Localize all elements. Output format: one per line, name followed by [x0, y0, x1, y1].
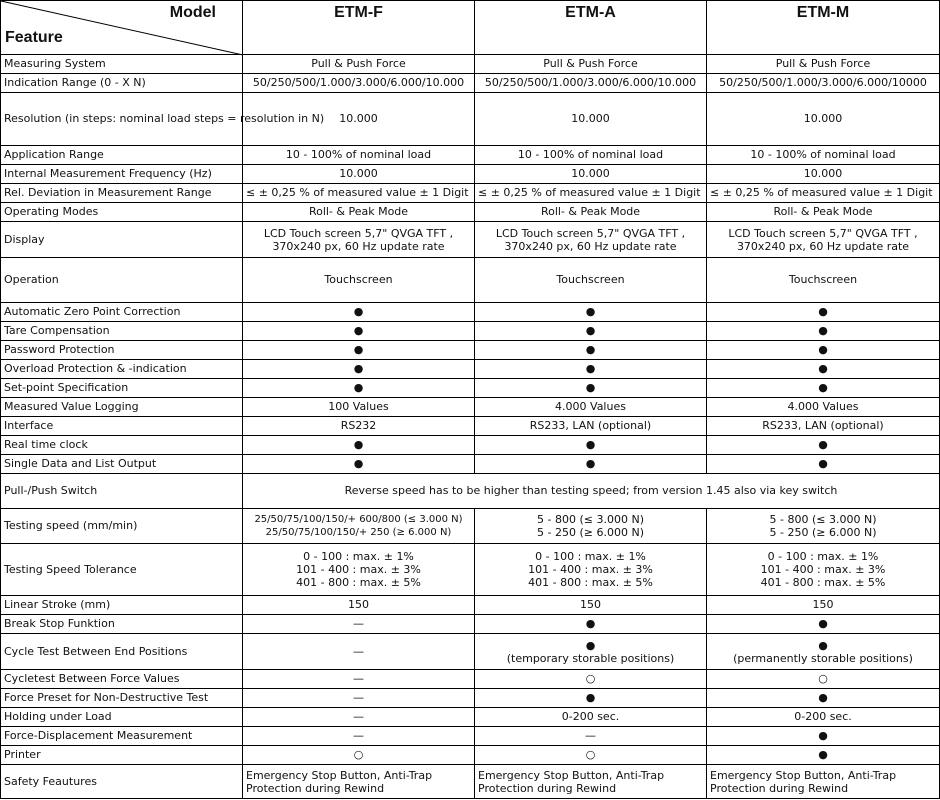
etm-f-value [243, 222, 475, 258]
included-dot: ● [707, 436, 940, 455]
etm-m-value [707, 765, 940, 799]
optional-circle: ○ [243, 746, 475, 765]
table-row [1, 615, 940, 634]
safety-line: Protection during Rewind [710, 781, 849, 795]
header-row [1, 1, 940, 55]
etm-f-value: Touchscreen [243, 258, 475, 303]
included-dot: ● [707, 379, 940, 398]
table-row [1, 634, 940, 670]
speed-line: 5 - 250 (≥ 6.000 N) [537, 526, 644, 539]
included-dot: ● [475, 360, 707, 379]
shared-value: Reverse speed has to be higher than testing speed; from version 1.45 also via key switch [243, 474, 940, 509]
included-dot: ● [475, 689, 707, 708]
feature-label: Testing Speed Tolerance [1, 544, 243, 596]
etm-a-value [475, 634, 707, 670]
feature-label: Internal Measurement Frequency (Hz) [1, 165, 243, 184]
table-row [1, 341, 940, 360]
included-dot: ● [707, 455, 940, 474]
not-available-dash: — [243, 727, 475, 746]
etm-f-value: 100 Values [243, 398, 475, 417]
etm-a-value: 0-200 sec. [475, 708, 707, 727]
tolerance-line: 101 - 400 : max. ± 3% [760, 563, 886, 576]
included-dot: ● [475, 379, 707, 398]
table-row [1, 93, 940, 146]
model-header-label: Model [169, 4, 216, 21]
header-corner-cell [1, 1, 243, 55]
etm-f-value: 10 - 100% of nominal load [243, 146, 475, 165]
display-line: LCD Touch screen 5,7" QVGA TFT , [728, 226, 918, 240]
feature-label: Cycletest Between Force Values [1, 670, 243, 689]
table-row [1, 74, 940, 93]
etm-m-value [707, 634, 940, 670]
etm-f-value [243, 544, 475, 596]
speed-line: 25/50/75/100/150/+ 600/800 (≤ 3.000 N) [254, 514, 463, 525]
feature-label: Rel. Deviation in Measurement Range [1, 184, 243, 203]
etm-a-value [475, 765, 707, 799]
feature-label: Safety Feautures [1, 765, 243, 799]
included-dot: ● [707, 727, 940, 746]
included-dot: ● [707, 746, 940, 765]
cycle-note: (permanently storable positions) [733, 651, 913, 665]
tolerance-line: 101 - 400 : max. ± 3% [296, 563, 421, 576]
feature-label: Break Stop Funktion [1, 615, 243, 634]
safety-line: Protection during Rewind [478, 781, 617, 795]
table-row [1, 203, 940, 222]
etm-a-value: Roll- & Peak Mode [475, 203, 707, 222]
etm-m-value: 4.000 Values [707, 398, 940, 417]
etm-m-value: 10.000 [707, 165, 940, 184]
feature-label: Measuring System [1, 55, 243, 74]
etm-a-value: Touchscreen [475, 258, 707, 303]
etm-f-value [243, 509, 475, 544]
feature-label: Holding under Load [1, 708, 243, 727]
feature-label: Application Range [1, 146, 243, 165]
table-row [1, 258, 940, 303]
etm-f-value: ≤ ± 0,25 % of measured value ± 1 Digit [243, 184, 475, 203]
etm-m-value: ≤ ± 0,25 % of measured value ± 1 Digit [707, 184, 940, 203]
included-dot: ● [243, 436, 475, 455]
table-row [1, 222, 940, 258]
included-dot: ● [243, 341, 475, 360]
etm-a-value: 10.000 [475, 93, 707, 146]
included-dot: ● [475, 341, 707, 360]
optional-circle: ○ [475, 746, 707, 765]
not-available-dash: — [243, 708, 475, 727]
etm-f-value: Pull & Push Force [243, 55, 475, 74]
table-row [1, 455, 940, 474]
etm-a-value [475, 544, 707, 596]
etm-a-value: 10.000 [475, 165, 707, 184]
tolerance-line: 401 - 800 : max. ± 5% [296, 576, 421, 589]
etm-f-value: 10.000 [243, 93, 475, 146]
etm-a-value [475, 509, 707, 544]
etm-m-value: Pull & Push Force [707, 55, 940, 74]
display-line: 370x240 px, 60 Hz update rate [504, 239, 677, 253]
table-row [1, 322, 940, 341]
table-row [1, 474, 940, 509]
etm-m-value: 0-200 sec. [707, 708, 940, 727]
etm-m-value: 150 [707, 596, 940, 615]
etm-m-value [707, 544, 940, 596]
safety-line: Emergency Stop Button, Anti-Trap [246, 768, 433, 782]
table-row [1, 708, 940, 727]
etm-f-value: RS232 [243, 417, 475, 436]
feature-label: Tare Compensation [1, 322, 243, 341]
table-row [1, 689, 940, 708]
tolerance-line: 0 - 100 : max. ± 1% [535, 550, 646, 563]
etm-a-value: 150 [475, 596, 707, 615]
feature-label: Single Data and List Output [1, 455, 243, 474]
table-row [1, 670, 940, 689]
table-row [1, 379, 940, 398]
included-dot: ● [475, 303, 707, 322]
feature-label: Password Protection [1, 341, 243, 360]
safety-line: Protection during Rewind [246, 781, 385, 795]
display-line: LCD Touch screen 5,7" QVGA TFT , [263, 226, 454, 240]
feature-label: Interface [1, 417, 243, 436]
etm-m-value [707, 509, 940, 544]
tolerance-line: 401 - 800 : max. ± 5% [760, 576, 886, 589]
optional-circle: ○ [707, 670, 940, 689]
included-dot: ● [818, 638, 828, 652]
included-dot: ● [475, 455, 707, 474]
etm-m-value: RS233, LAN (optional) [707, 417, 940, 436]
table-row [1, 165, 940, 184]
tolerance-line: 401 - 800 : max. ± 5% [528, 576, 653, 589]
table-row [1, 765, 940, 799]
not-available-dash: — [243, 689, 475, 708]
included-dot: ● [475, 615, 707, 634]
included-dot: ● [707, 360, 940, 379]
included-dot: ● [707, 689, 940, 708]
etm-f-value: 150 [243, 596, 475, 615]
not-available-dash: — [243, 615, 475, 634]
etm-f-value: 10.000 [243, 165, 475, 184]
etm-m-value: Roll- & Peak Mode [707, 203, 940, 222]
feature-label: Resolution (in steps: nominal load steps = resolution in N) [1, 93, 243, 146]
feature-label: Automatic Zero Point Correction [1, 303, 243, 322]
table-row [1, 184, 940, 203]
etm-m-value: Touchscreen [707, 258, 940, 303]
etm-a-value: 10 - 100% of nominal load [475, 146, 707, 165]
not-available-dash: — [243, 670, 475, 689]
speed-line: 25/50/75/100/150/+ 250 (≥ 6.000 N) [265, 527, 452, 538]
model-etm-m-header: ETM-M [707, 1, 940, 55]
feature-label: Real time clock [1, 436, 243, 455]
etm-a-value: RS233, LAN (optional) [475, 417, 707, 436]
table-row [1, 303, 940, 322]
safety-line: Emergency Stop Button, Anti-Trap [710, 768, 897, 782]
etm-m-value: 50/250/500/1.000/3.000/6.000/10000 [707, 74, 940, 93]
included-dot: ● [707, 615, 940, 634]
display-line: 370x240 px, 60 Hz update rate [272, 239, 445, 253]
etm-f-value [243, 765, 475, 799]
etm-f-value: 50/250/500/1.000/3.000/6.000/10.000 [243, 74, 475, 93]
included-dot: ● [475, 322, 707, 341]
feature-label: Linear Stroke (mm) [1, 596, 243, 615]
included-dot: ● [243, 455, 475, 474]
display-line: LCD Touch screen 5,7" QVGA TFT , [495, 226, 686, 240]
included-dot: ● [707, 303, 940, 322]
optional-circle: ○ [475, 670, 707, 689]
etm-a-value: ≤ ± 0,25 % of measured value ± 1 Digit [475, 184, 707, 203]
included-dot: ● [243, 360, 475, 379]
feature-label: Force Preset for Non-Destructive Test [1, 689, 243, 708]
tolerance-line: 0 - 100 : max. ± 1% [303, 550, 414, 563]
etm-a-value: 50/250/500/1.000/3.000/6.000/10.000 [475, 74, 707, 93]
tolerance-line: 0 - 100 : max. ± 1% [767, 550, 879, 563]
model-etm-f-header: ETM-F [243, 1, 475, 55]
feature-label: Measured Value Logging [1, 398, 243, 417]
included-dot: ● [243, 379, 475, 398]
cycle-note: (temporary storable positions) [506, 651, 675, 665]
feature-label: Cycle Test Between End Positions [1, 634, 243, 670]
tolerance-line: 101 - 400 : max. ± 3% [528, 563, 653, 576]
feature-label: Testing speed (mm/min) [1, 509, 243, 544]
feature-label: Pull-/Push Switch [1, 474, 243, 509]
table-row [1, 727, 940, 746]
table-row [1, 509, 940, 544]
included-dot: ● [707, 341, 940, 360]
included-dot: ● [243, 322, 475, 341]
included-dot: ● [707, 322, 940, 341]
not-available-dash: — [243, 634, 475, 670]
feature-label: Operating Modes [1, 203, 243, 222]
speed-line: 5 - 800 (≤ 3.000 N) [537, 513, 644, 526]
etm-f-value: Roll- & Peak Mode [243, 203, 475, 222]
feature-header-label: Feature [5, 29, 63, 46]
etm-a-value [475, 222, 707, 258]
feature-label: Set-point Specification [1, 379, 243, 398]
feature-label: Indication Range (0 - X N) [1, 74, 243, 93]
etm-a-value: 4.000 Values [475, 398, 707, 417]
feature-label: Overload Protection & -indication [1, 360, 243, 379]
included-dot: ● [585, 638, 596, 652]
feature-label: Operation [1, 258, 243, 303]
table-row [1, 417, 940, 436]
table-row [1, 596, 940, 615]
table-row [1, 544, 940, 596]
table-row [1, 146, 940, 165]
feature-label: Printer [1, 746, 243, 765]
included-dot: ● [475, 436, 707, 455]
not-available-dash: — [475, 727, 707, 746]
feature-label: Force-Displacement Measurement [1, 727, 243, 746]
etm-m-value [707, 222, 940, 258]
etm-a-value: Pull & Push Force [475, 55, 707, 74]
table-row [1, 398, 940, 417]
etm-m-value: 10 - 100% of nominal load [707, 146, 940, 165]
table-row [1, 55, 940, 74]
display-line: 370x240 px, 60 Hz update rate [736, 239, 910, 253]
included-dot: ● [243, 303, 475, 322]
speed-line: 5 - 250 (≥ 6.000 N) [769, 526, 877, 539]
model-etm-a-header: ETM-A [475, 1, 707, 55]
safety-line: Emergency Stop Button, Anti-Trap [478, 768, 665, 782]
table-row [1, 746, 940, 765]
table-row [1, 436, 940, 455]
feature-label: Display [1, 222, 243, 258]
etm-m-value: 10.000 [707, 93, 940, 146]
speed-line: 5 - 800 (≤ 3.000 N) [769, 513, 877, 526]
table-row [1, 360, 940, 379]
